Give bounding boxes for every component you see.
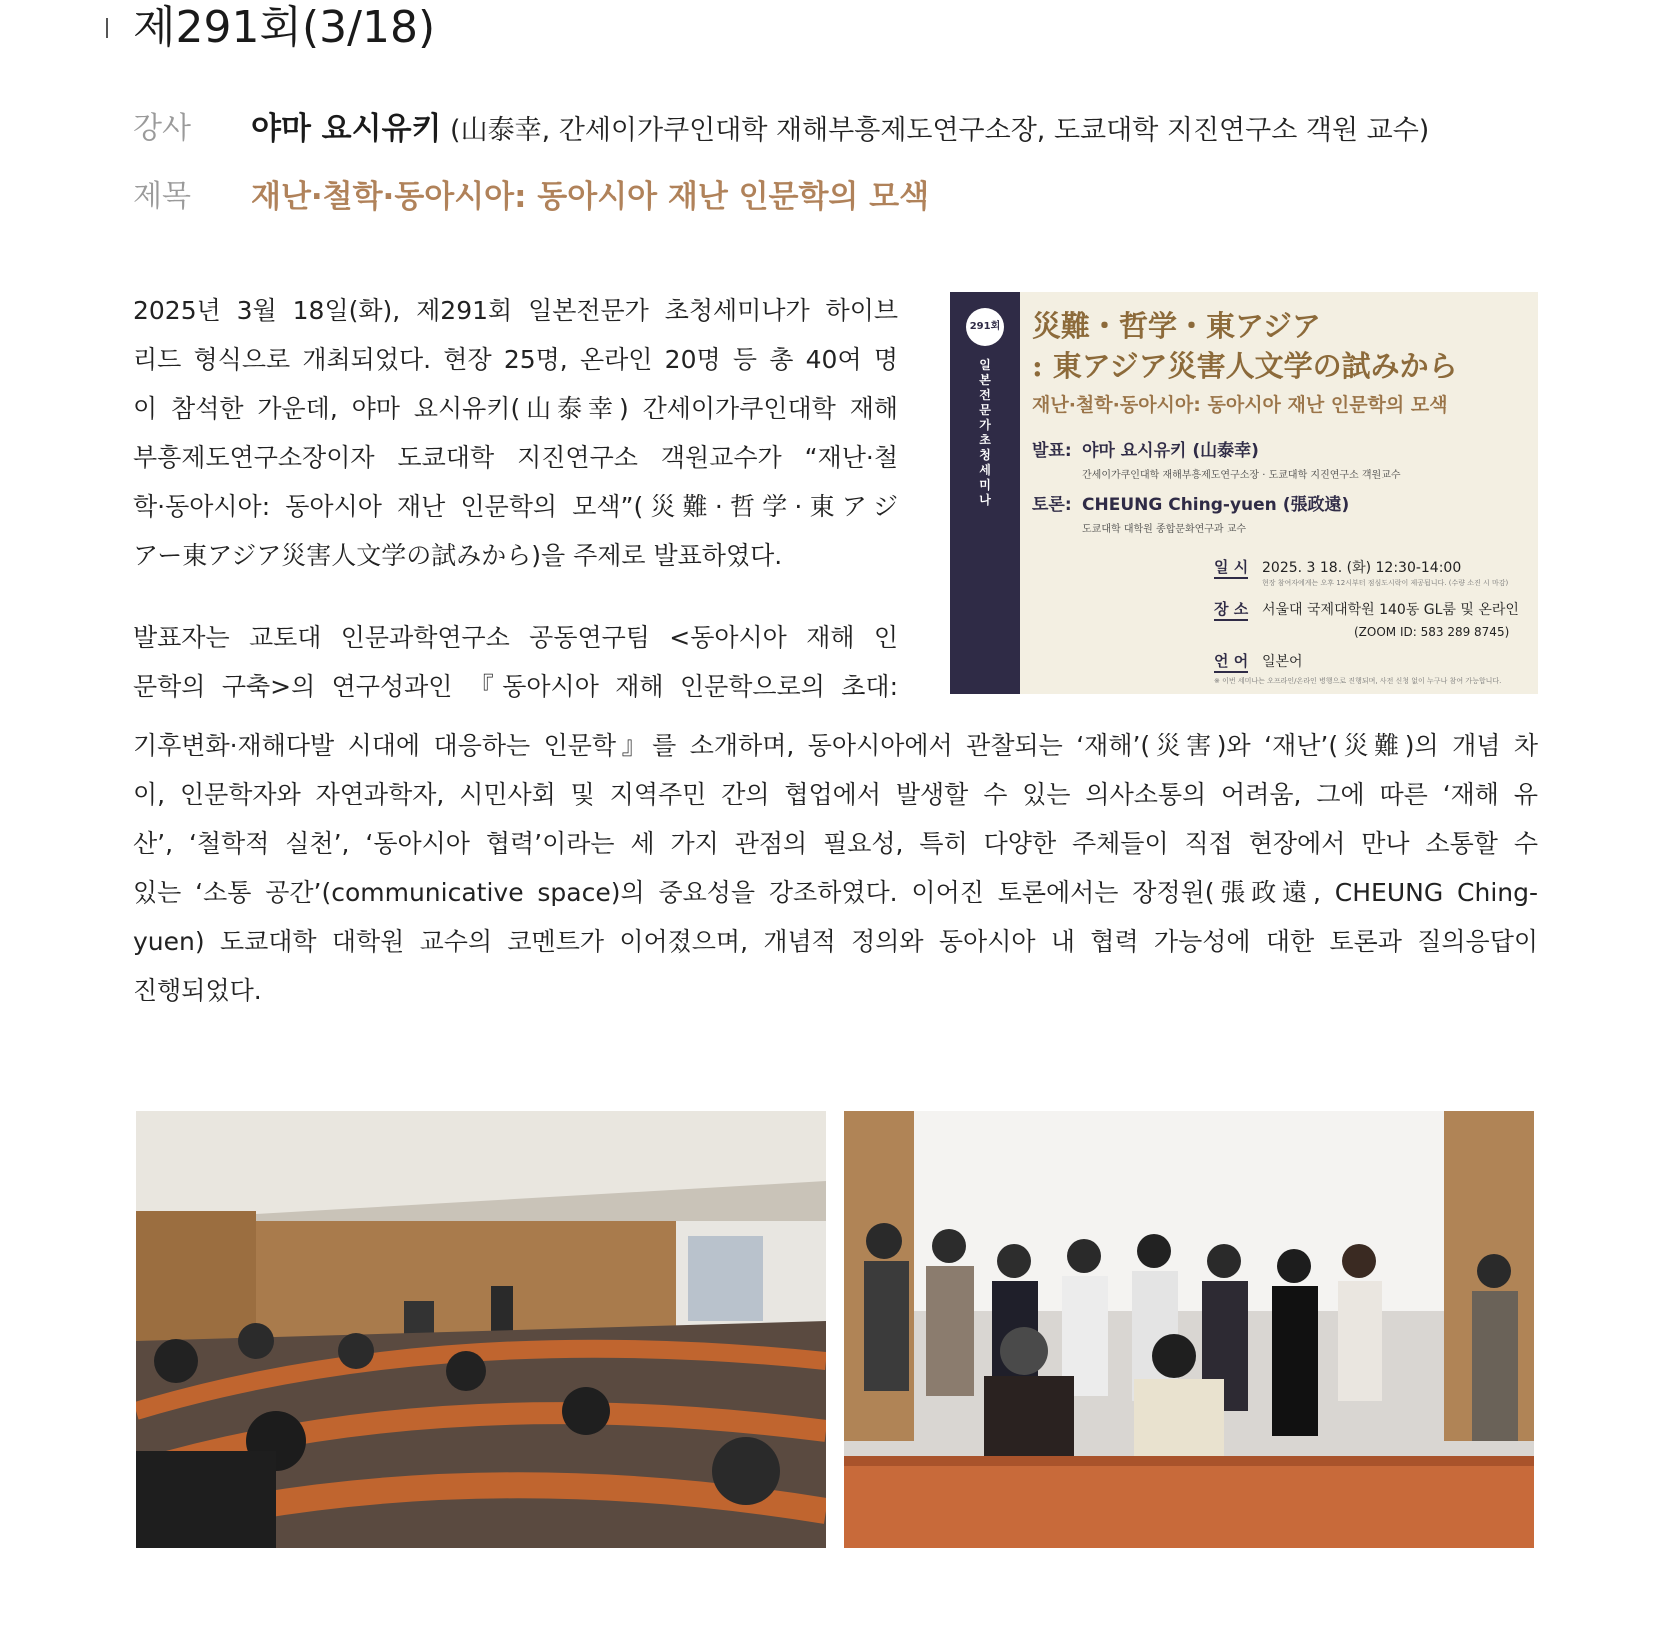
paragraph-2-top (133, 613, 898, 711)
topic-title: 재난·철학·동아시아: 동아시아 재난 인문학의 모색 (251, 179, 930, 215)
poster-date-note: 현장 참여자에게는 오후 12시부터 점심도시락이 제공됩니다. (수량 소진 시 마감) (1262, 579, 1509, 587)
topic-label: 제목 (133, 179, 191, 214)
paragraph-line: yuen) 도쿄대학 대학원 교수의 코멘트가 이어졌으며, 개념적 정의와 동아시아 내 협력 가능성에 대한 토론과 질의응답이 (133, 927, 1538, 956)
lecturer-name: 야마 요시유키 (251, 111, 442, 147)
title-marker (106, 18, 108, 38)
poster-discussant-name: CHEUNG Ching-yuen (張政遠) (1082, 495, 1350, 515)
poster-date-value: 2025. 3 18. (화) 12:30-14:00 (1262, 560, 1462, 576)
paragraph-2-bottom (133, 721, 1538, 1015)
poster-place-value: 서울대 국제대학원 140동 GL룸 및 온라인 (1262, 602, 1519, 618)
paragraph-line: 발표자는 교토대 인문과학연구소 공동연구팀 <동아시아 재해 인 (133, 623, 898, 652)
paragraph-line: 부흥제도연구소장이자 도쿄대학 지진연구소 객원교수가 “재난·철 (133, 443, 898, 472)
lecturer-label: 강사 (133, 111, 191, 146)
paragraph-line: 이, 인문학자와 자연과학자, 시민사회 및 지역주민 간의 협업에서 발생할 수 있는 의사소통의 어려움, 그에 따른 ‘재해 유 (133, 780, 1538, 809)
poster-jp-title-1: 災難・哲学・東アジア (1032, 309, 1321, 343)
paragraph-line: 산’, ‘철학적 실천’, ‘동아시아 협력’이라는 세 가지 관점의 필요성, 특히 다양한 주체들이 직접 현장에서 만나 소통할 수 (133, 829, 1538, 858)
poster-presenter-label: 발표: (1032, 441, 1072, 461)
paragraph-1 (133, 286, 898, 580)
poster-badge: 291회 (966, 308, 1004, 346)
lecturer-info (251, 103, 1429, 148)
poster-footnote: ※ 이번 세미나는 오프라인/온라인 병행으로 진행되며, 사전 신청 없이 누구나 참여 가능합니다. (1214, 677, 1502, 685)
page-title: 제291회(3/18) (133, 2, 436, 53)
paragraph-line: 2025년 3월 18일(화), 제291회 일본전문가 초청세미나가 하이브 (133, 296, 898, 325)
poster-presenter-affiliation: 간세이가쿠인대학 재해부흥제도연구소장 · 도쿄대학 지진연구소 객원교수 (1082, 470, 1401, 481)
seminar-poster (950, 292, 1538, 694)
poster-jp-title-2: : 東アジア災害人文学の試みから (1032, 349, 1458, 383)
poster-vertical-label: 일본전문가 초청세미나 (979, 358, 991, 507)
paragraph-line: 문학의 구축>의 연구성과인 『동아시아 재해 인문학으로의 초대: (133, 672, 898, 701)
poster-date-label: 일 시 (1214, 556, 1248, 579)
paragraph-line: 리드 형식으로 개최되었다. 현장 25명, 온라인 20명 등 총 40여 명 (133, 345, 898, 374)
poster-language-value: 일본어 (1262, 654, 1303, 670)
poster-discussant-affiliation: 도쿄대학 대학원 종합문화연구과 교수 (1082, 524, 1247, 535)
group-photo (844, 1111, 1534, 1548)
paragraph-line: 진행되었다. (133, 976, 262, 1005)
paragraph-line: 있는 ‘소통 공간’(communicative space)의 중요성을 강조하였다. 이어진 토론에서는 장정원(張政遠, CHEUNG Ching- (133, 878, 1538, 907)
seminar-room-illustration (136, 1111, 826, 1548)
poster-discussant-label: 토론: (1032, 495, 1072, 515)
paragraph-line: 이 참석한 가운데, 야마 요시유키(山泰幸) 간세이가쿠인대학 재해 (133, 394, 898, 423)
lecturer-affiliation: (山泰幸, 간세이가쿠인대학 재해부흥제도연구소장, 도쿄대학 지진연구소 객원 교수) (441, 115, 1430, 146)
paragraph-line: アー東アジア災害人文学の試みから)을 주제로 발표하였다. (133, 541, 783, 570)
poster-place-label: 장 소 (1214, 598, 1248, 621)
seminar-room-photo (136, 1111, 826, 1548)
poster-ko-title: 재난·철학·동아시아: 동아시아 재난 인문학의 모색 (1032, 394, 1448, 416)
group-photo-illustration (844, 1111, 1534, 1548)
paragraph-line: 학·동아시아: 동아시아 재난 인문학의 모색”(災難·哲学·東アジ (133, 492, 898, 521)
poster-presenter-name: 야마 요시유키 (山泰幸) (1082, 441, 1259, 461)
paragraph-line: 기후변화·재해다발 시대에 대응하는 인문학』를 소개하며, 동아시아에서 관찰되는 ‘재해’(災害)와 ‘재난’(災難)의 개념 차 (133, 731, 1538, 760)
poster-language-label: 언 어 (1214, 650, 1248, 673)
poster-zoom-id: (ZOOM ID: 583 289 8745) (1354, 625, 1510, 639)
